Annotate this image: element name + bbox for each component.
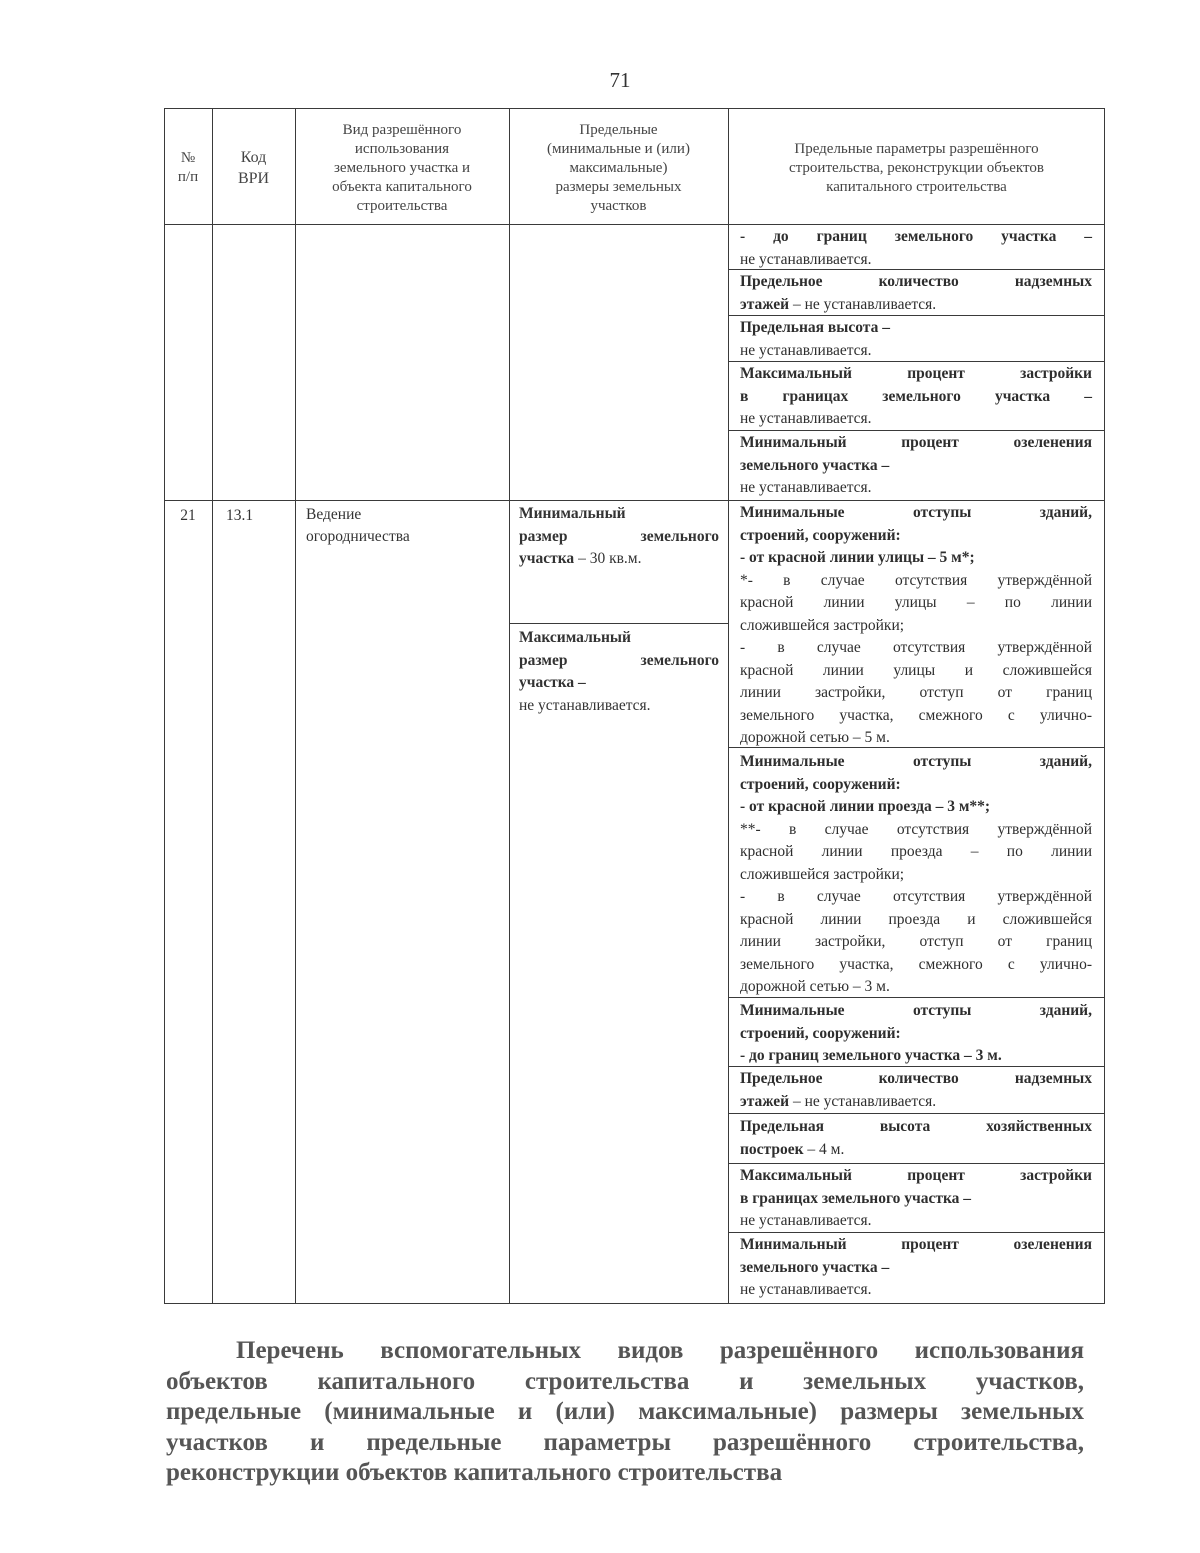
- min-size-cell: Минимальный размер земельного участка – 30 кв.м.: [519, 505, 719, 567]
- param-cell: Максимальный процент застройки в границах земельного участка – не устанавливается.: [740, 1167, 1092, 1229]
- header-sizes: Предельные (минимальные и (или) максимальные) размеры земельных участков: [547, 121, 690, 214]
- header-num: № п/п: [177, 150, 199, 185]
- param-cell: Предельная высота хозяйственных построек – 4 м.: [740, 1118, 1092, 1158]
- param-cell: Минимальные отступы зданий, строений, сооружений: - от красной линии улицы – 5 м*; *- в случае отсутствия утверждённой красной линии улицы – по линии сложившейся застройки; - в случае отсутствия утверждённой красной линии улицы и сложившейся линии застройки, отступ от границ земельного участка, смежного с улично- дорожной сетью – 5 м.: [740, 504, 1092, 746]
- param-cell: Предельное количество надземных этажей – не устанавливается.: [740, 1070, 1092, 1110]
- param-cell: Минимальный процент озеленения земельного участка – не устанавливается.: [740, 1236, 1092, 1298]
- param-cell: Минимальные отступы зданий, строений, сооружений: - от красной линии проезда – 3 м**; **- в случае отсутствия утверждённой красной линии проезда – по линии сложившейся застройки; - в случае отсутствия утверждённой красной линии проезда и сложившейся линии застройки, отступ от границ земельного участка, смежного с улично- дорожной сетью – 3 м.: [740, 753, 1092, 995]
- param-cell: Минимальные отступы зданий, строений, сооружений: - до границ земельного участка – 3 м.: [740, 1002, 1092, 1064]
- param-separator: [728, 1163, 1105, 1164]
- param-cell: Максимальный процент застройки в границах земельного участка – не устанавливается.: [740, 365, 1092, 427]
- page-number: 71: [609, 68, 631, 92]
- header-bottom-line: [164, 224, 1105, 225]
- param-cell: - до границ земельного участка – не устанавливается.: [740, 228, 1092, 268]
- section-heading: Перечень вспомогательных видов разрешённого использования объектов капитального строительства и земельных участков, предельные (минимальные и (или) максимальные) размеры земельных участков и предельные параметры разрешённого строительства, реконструкции объектов капитального строительства: [166, 1337, 1084, 1486]
- param-cell: Предельная высота – не устанавливается.: [740, 319, 890, 359]
- size-separator: [509, 623, 728, 624]
- param-cell: Минимальный процент озеленения земельного участка – не устанавливается.: [740, 434, 1092, 496]
- header-code: Код ВРИ: [237, 149, 270, 187]
- row-number: 21: [180, 507, 196, 524]
- row-kind: Ведение огородничества: [306, 506, 410, 545]
- param-separator: [728, 1113, 1105, 1114]
- col-divider-4: [728, 108, 729, 1304]
- header-params: Предельные параметры разрешённого строительства, реконструкции объектов капитального строительства: [789, 140, 1044, 195]
- header-kind: Вид разрешённого использования земельного участка и объекта капитального строительства: [332, 121, 472, 214]
- row-code: 13.1: [226, 507, 254, 524]
- col-divider-2-lower: [295, 500, 296, 1304]
- row-separator-21: [164, 500, 1105, 501]
- param-cell: Предельное количество надземных этажей – не устанавливается.: [740, 273, 1092, 313]
- col-divider-1: [212, 108, 213, 1304]
- max-size-cell: Максимальный размер земельного участка – не устанавливается.: [519, 629, 719, 714]
- col-divider-3: [509, 108, 510, 1304]
